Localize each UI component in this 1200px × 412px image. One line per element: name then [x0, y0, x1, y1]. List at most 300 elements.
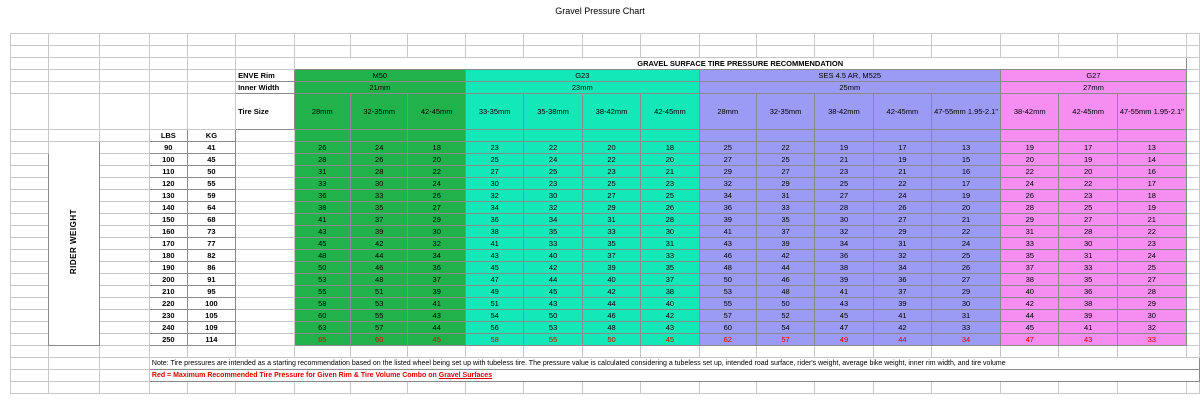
empty-cell — [11, 94, 49, 130]
group-cell — [294, 130, 350, 142]
tire-size-header: 38-42mm — [1001, 94, 1059, 130]
pressure-value: 41 — [408, 298, 466, 310]
pressure-value: 33 — [524, 238, 582, 250]
pressure-value: 18 — [1117, 190, 1186, 202]
empty-cell — [11, 214, 49, 226]
pressure-value: 44 — [350, 250, 408, 262]
pressure-value: 30 — [815, 214, 873, 226]
pressure-value: 50 — [582, 334, 640, 346]
group-cell — [582, 130, 640, 142]
empty-cell — [524, 34, 582, 46]
kg-cell: 73 — [187, 226, 235, 238]
lbs-cell: 150 — [149, 214, 187, 226]
rim-name: M50 — [294, 70, 465, 82]
empty-cell — [100, 250, 150, 262]
empty-cell — [873, 34, 931, 46]
pressure-value: 57 — [756, 334, 814, 346]
pressure-value: 28 — [641, 214, 699, 226]
empty-cell — [1059, 382, 1117, 394]
lbs-cell: 110 — [149, 166, 187, 178]
pressure-value: 56 — [465, 322, 523, 334]
pressure-value: 37 — [641, 274, 699, 286]
pressure-value: 30 — [1059, 238, 1117, 250]
rider-weight-label — [48, 142, 100, 346]
tire-size-header: 42-45mm — [641, 94, 699, 130]
group-cell — [524, 130, 582, 142]
empty-cell — [11, 238, 49, 250]
pressure-value: 55 — [294, 286, 350, 298]
empty-cell — [48, 382, 100, 394]
empty-cell — [100, 46, 150, 58]
empty-cell — [1001, 382, 1059, 394]
lbs-header: LBS — [149, 130, 187, 142]
pressure-value: 24 — [350, 142, 408, 154]
empty-cell — [11, 46, 49, 58]
pressure-value: 24 — [1117, 250, 1186, 262]
pressure-value: 50 — [524, 310, 582, 322]
table-row — [11, 322, 1200, 334]
pressure-value: 35 — [350, 202, 408, 214]
pressure-value: 60 — [350, 334, 408, 346]
pressure-value: 41 — [815, 286, 873, 298]
empty-cell — [100, 214, 150, 226]
empty-cell — [149, 82, 187, 94]
pressure-value: 63 — [294, 322, 350, 334]
pressure-value: 24 — [524, 154, 582, 166]
empty-cell — [11, 370, 49, 382]
pressure-value: 29 — [699, 166, 756, 178]
empty-cell — [236, 154, 295, 166]
empty-cell — [932, 346, 1001, 358]
empty-cell — [1186, 298, 1199, 310]
pressure-value: 16 — [932, 166, 1001, 178]
empty-cell — [582, 34, 640, 46]
pressure-value: 42 — [756, 250, 814, 262]
pressure-value: 46 — [756, 274, 814, 286]
empty-cell — [236, 262, 295, 274]
pressure-value: 48 — [582, 322, 640, 334]
pressure-value: 39 — [408, 286, 466, 298]
kg-cell: 59 — [187, 190, 235, 202]
pressure-value: 25 — [815, 178, 873, 190]
empty-cell — [100, 130, 150, 142]
pressure-value: 50 — [699, 274, 756, 286]
empty-cell — [873, 346, 931, 358]
empty-cell — [100, 238, 150, 250]
empty-cell — [236, 214, 295, 226]
pressure-value: 45 — [524, 286, 582, 298]
table-row — [11, 190, 1200, 202]
empty-cell — [187, 94, 235, 130]
empty-cell — [11, 154, 49, 166]
kg-cell: 50 — [187, 166, 235, 178]
empty-cell — [100, 166, 150, 178]
pressure-table — [10, 33, 1200, 394]
pressure-value: 21 — [815, 154, 873, 166]
tire-size-header: 38-42mm — [582, 94, 640, 130]
empty-cell — [756, 382, 814, 394]
pressure-value: 15 — [932, 154, 1001, 166]
pressure-value: 35 — [641, 262, 699, 274]
empty-cell — [1186, 310, 1199, 322]
lbs-cell: 130 — [149, 190, 187, 202]
rim-name: SES 4.5 AR, M525 — [699, 70, 1000, 82]
empty-cell — [699, 346, 756, 358]
empty-cell — [236, 58, 295, 70]
empty-cell — [48, 46, 100, 58]
empty-cell — [465, 34, 523, 46]
empty-cell — [100, 382, 150, 394]
pressure-value: 30 — [524, 190, 582, 202]
inner-width-value: 23mm — [465, 82, 699, 94]
empty-cell — [48, 82, 100, 94]
pressure-value: 20 — [408, 154, 466, 166]
empty-cell — [1186, 202, 1199, 214]
empty-cell — [1186, 250, 1199, 262]
pressure-value: 38 — [815, 262, 873, 274]
empty-cell — [48, 358, 100, 370]
empty-cell — [187, 58, 235, 70]
empty-cell — [699, 382, 756, 394]
pressure-value: 43 — [1059, 334, 1117, 346]
pressure-value: 30 — [350, 178, 408, 190]
empty-cell — [11, 178, 49, 190]
empty-cell — [100, 298, 150, 310]
pressure-value: 24 — [932, 238, 1001, 250]
empty-cell — [11, 250, 49, 262]
pressure-value: 23 — [465, 142, 523, 154]
empty-cell — [149, 46, 187, 58]
pressure-value: 34 — [932, 334, 1001, 346]
empty-cell — [100, 334, 150, 346]
pressure-value: 19 — [932, 190, 1001, 202]
empty-cell — [11, 226, 49, 238]
pressure-value: 20 — [582, 142, 640, 154]
lbs-cell: 160 — [149, 226, 187, 238]
pressure-value: 48 — [699, 262, 756, 274]
empty-cell — [1186, 322, 1199, 334]
empty-cell — [187, 34, 235, 46]
empty-cell — [756, 346, 814, 358]
pressure-value: 49 — [465, 286, 523, 298]
pressure-value: 37 — [873, 286, 931, 298]
tire-size-header: 28mm — [699, 94, 756, 130]
pressure-value: 19 — [815, 142, 873, 154]
empty-cell — [1186, 214, 1199, 226]
group-cell — [873, 130, 931, 142]
table-row — [11, 214, 1200, 226]
empty-cell — [100, 154, 150, 166]
pressure-value: 31 — [932, 310, 1001, 322]
kg-cell: 109 — [187, 322, 235, 334]
pressure-value: 46 — [582, 310, 640, 322]
table-row — [11, 250, 1200, 262]
pressure-value: 44 — [582, 298, 640, 310]
pressure-value: 55 — [524, 334, 582, 346]
pressure-value: 31 — [1001, 226, 1059, 238]
pressure-value: 58 — [294, 298, 350, 310]
pressure-value: 42 — [1001, 298, 1059, 310]
pressure-value: 23 — [1117, 238, 1186, 250]
kg-cell: 100 — [187, 298, 235, 310]
pressure-value: 42 — [582, 286, 640, 298]
pressure-value: 53 — [350, 298, 408, 310]
empty-cell — [1001, 34, 1059, 46]
pressure-value: 34 — [699, 190, 756, 202]
tire-size-header: 35-38mm — [524, 94, 582, 130]
empty-cell — [524, 382, 582, 394]
pressure-value: 47 — [1001, 334, 1059, 346]
empty-cell — [932, 46, 1001, 58]
pressure-value: 44 — [873, 334, 931, 346]
kg-cell: 86 — [187, 262, 235, 274]
pressure-value: 44 — [524, 274, 582, 286]
empty-cell — [11, 358, 49, 370]
empty-cell — [48, 346, 100, 358]
pressure-value: 32 — [408, 238, 466, 250]
empty-cell — [236, 274, 295, 286]
empty-cell — [11, 262, 49, 274]
rim-name: G23 — [465, 70, 699, 82]
pressure-value: 22 — [524, 142, 582, 154]
pressure-value: 25 — [524, 166, 582, 178]
empty-cell — [1117, 46, 1186, 58]
pressure-value: 38 — [1059, 298, 1117, 310]
empty-cell — [48, 94, 100, 130]
empty-cell — [236, 46, 295, 58]
empty-cell — [408, 34, 466, 46]
pressure-value: 20 — [1001, 154, 1059, 166]
empty-cell — [294, 346, 350, 358]
tire-size-header: 47-55mm 1.95-2.1" — [1117, 94, 1186, 130]
empty-cell — [1186, 70, 1199, 82]
pressure-value: 35 — [756, 214, 814, 226]
pressure-value: 31 — [873, 238, 931, 250]
empty-cell — [1186, 190, 1199, 202]
pressure-value: 45 — [294, 238, 350, 250]
empty-cell — [1186, 34, 1199, 46]
pressure-value: 27 — [1059, 214, 1117, 226]
empty-cell — [815, 46, 873, 58]
inner-width-value: 25mm — [699, 82, 1000, 94]
pressure-value: 41 — [1059, 322, 1117, 334]
pressure-value: 37 — [582, 250, 640, 262]
pressure-value: 27 — [582, 190, 640, 202]
empty-cell — [187, 46, 235, 58]
pressure-value: 37 — [350, 214, 408, 226]
empty-cell — [11, 82, 49, 94]
tire-size-header: 47-55mm 1.95-2.1" — [932, 94, 1001, 130]
pressure-value: 40 — [641, 298, 699, 310]
empty-cell — [236, 226, 295, 238]
pressure-value: 30 — [408, 226, 466, 238]
pressure-value: 19 — [1001, 142, 1059, 154]
note-text: Note: Tire pressures are intended as a starting recommendation based on the listed wheel being set up with tubeless tire. The pressure value is calculated considering a tubeless set up, intended road surface, rider's weight, average bike weight, inner rim width, and tire volume — [149, 358, 1199, 370]
table-row — [11, 334, 1200, 346]
pressure-value: 33 — [294, 178, 350, 190]
pressure-value: 22 — [932, 226, 1001, 238]
lbs-cell: 250 — [149, 334, 187, 346]
pressure-value: 37 — [1001, 262, 1059, 274]
pressure-value: 36 — [465, 214, 523, 226]
empty-cell — [48, 370, 100, 382]
pressure-value: 33 — [350, 190, 408, 202]
empty-cell — [11, 190, 49, 202]
pressure-value: 20 — [1059, 166, 1117, 178]
pressure-value: 27 — [1117, 274, 1186, 286]
pressure-value: 20 — [641, 154, 699, 166]
empty-cell — [1186, 334, 1199, 346]
empty-cell — [100, 58, 150, 70]
pressure-value: 24 — [873, 190, 931, 202]
empty-cell — [350, 46, 408, 58]
pressure-value: 29 — [932, 286, 1001, 298]
lbs-cell: 190 — [149, 262, 187, 274]
empty-cell — [149, 34, 187, 46]
pressure-value: 13 — [932, 142, 1001, 154]
pressure-value: 39 — [582, 262, 640, 274]
pressure-value: 37 — [756, 226, 814, 238]
group-cell — [1117, 130, 1186, 142]
pressure-value: 38 — [1001, 274, 1059, 286]
pressure-value: 32 — [524, 202, 582, 214]
empty-cell — [1059, 346, 1117, 358]
pressure-value: 28 — [1117, 286, 1186, 298]
empty-cell — [48, 130, 100, 142]
empty-cell — [100, 94, 150, 130]
pressure-value: 29 — [408, 214, 466, 226]
empty-cell — [187, 346, 235, 358]
pressure-value: 44 — [1001, 310, 1059, 322]
pressure-value: 32 — [1117, 322, 1186, 334]
empty-cell — [582, 382, 640, 394]
pressure-value: 39 — [815, 274, 873, 286]
empty-cell — [100, 274, 150, 286]
pressure-value: 28 — [350, 166, 408, 178]
empty-cell — [1186, 58, 1199, 70]
red-note-emphasis: Gravel Surfaces — [438, 371, 493, 379]
empty-cell — [236, 238, 295, 250]
pressure-value: 38 — [294, 202, 350, 214]
pressure-value: 32 — [699, 178, 756, 190]
empty-cell — [100, 346, 150, 358]
empty-cell — [756, 46, 814, 58]
empty-cell — [11, 202, 49, 214]
pressure-value: 43 — [815, 298, 873, 310]
empty-cell — [48, 34, 100, 46]
pressure-value: 34 — [465, 202, 523, 214]
pressure-value: 36 — [873, 274, 931, 286]
empty-cell — [100, 70, 150, 82]
pressure-value: 23 — [815, 166, 873, 178]
pressure-value: 25 — [641, 190, 699, 202]
pressure-value: 17 — [932, 178, 1001, 190]
pressure-value: 32 — [465, 190, 523, 202]
pressure-value: 52 — [756, 310, 814, 322]
empty-cell — [11, 70, 49, 82]
pressure-value: 45 — [815, 310, 873, 322]
empty-cell — [100, 358, 150, 370]
table-row — [11, 286, 1200, 298]
empty-cell — [641, 346, 699, 358]
pressure-value: 29 — [1001, 214, 1059, 226]
empty-cell — [11, 346, 49, 358]
empty-cell — [11, 58, 49, 70]
pressure-value: 43 — [408, 310, 466, 322]
empty-cell — [236, 382, 295, 394]
pressure-value: 13 — [1117, 142, 1186, 154]
kg-cell: 105 — [187, 310, 235, 322]
pressure-value: 26 — [1001, 190, 1059, 202]
pressure-value: 53 — [699, 286, 756, 298]
empty-cell — [187, 82, 235, 94]
lbs-cell: 210 — [149, 286, 187, 298]
empty-cell — [149, 346, 187, 358]
pressure-value: 21 — [932, 214, 1001, 226]
pressure-value: 33 — [932, 322, 1001, 334]
pressure-value: 27 — [756, 166, 814, 178]
empty-cell — [1186, 286, 1199, 298]
empty-cell — [350, 34, 408, 46]
empty-cell — [48, 58, 100, 70]
pressure-value: 35 — [524, 226, 582, 238]
table-row — [11, 154, 1200, 166]
empty-cell — [100, 262, 150, 274]
tire-size-header: 42-45mm — [1059, 94, 1117, 130]
empty-cell — [236, 202, 295, 214]
pressure-value: 28 — [1059, 226, 1117, 238]
table-row — [11, 142, 1200, 154]
page-title: Gravel Pressure Chart — [555, 6, 645, 16]
empty-cell — [1186, 154, 1199, 166]
pressure-value: 41 — [873, 310, 931, 322]
empty-cell — [1186, 94, 1199, 130]
table-row — [11, 166, 1200, 178]
pressure-value: 26 — [408, 190, 466, 202]
pressure-value: 33 — [1117, 334, 1186, 346]
empty-cell — [815, 34, 873, 46]
empty-cell — [932, 382, 1001, 394]
pressure-value: 33 — [582, 226, 640, 238]
empty-cell — [236, 130, 295, 142]
empty-cell — [294, 34, 350, 46]
lbs-cell: 100 — [149, 154, 187, 166]
pressure-value: 31 — [641, 238, 699, 250]
pressure-value: 43 — [641, 322, 699, 334]
pressure-value: 35 — [582, 238, 640, 250]
group-cell — [699, 130, 756, 142]
empty-cell — [294, 46, 350, 58]
pressure-value: 30 — [932, 298, 1001, 310]
pressure-value: 39 — [350, 226, 408, 238]
empty-cell — [1117, 346, 1186, 358]
tire-size-header: 38-42mm — [815, 94, 873, 130]
empty-cell — [465, 346, 523, 358]
kg-cell: 55 — [187, 178, 235, 190]
pressure-value: 18 — [641, 142, 699, 154]
empty-cell — [236, 310, 295, 322]
pressure-value: 34 — [815, 238, 873, 250]
table-row — [11, 298, 1200, 310]
pressure-value: 42 — [873, 322, 931, 334]
pressure-value: 48 — [294, 250, 350, 262]
pressure-value: 21 — [1117, 214, 1186, 226]
pressure-value: 25 — [932, 250, 1001, 262]
empty-cell — [236, 250, 295, 262]
pressure-value: 33 — [1059, 262, 1117, 274]
empty-cell — [11, 310, 49, 322]
empty-cell — [100, 34, 150, 46]
